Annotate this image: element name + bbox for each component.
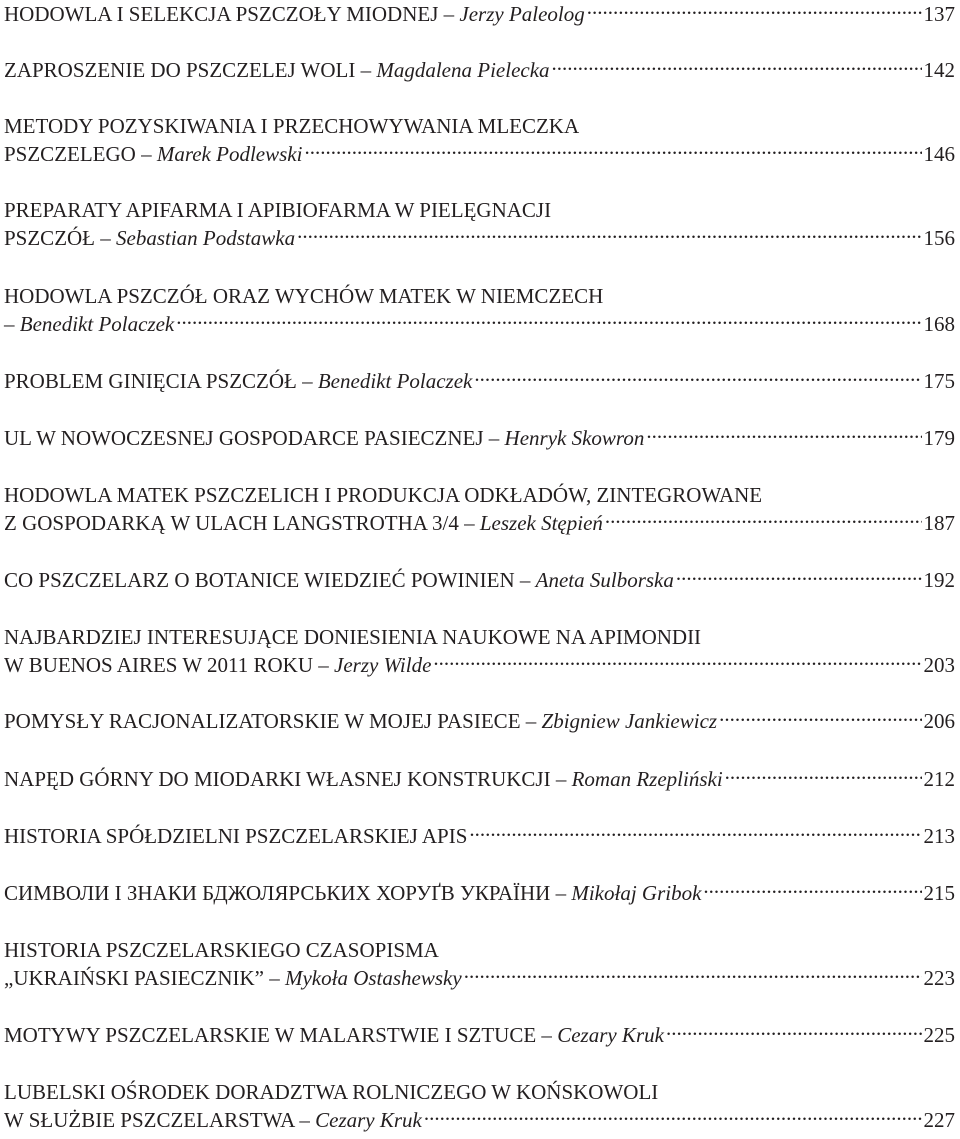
entry-author: Mykoła Ostashewsky [284, 966, 462, 990]
entry-title: POMYSŁY RACJONALIZATORSKIE W MOJEJ PASIECE – [4, 709, 537, 733]
toc-entry [4, 0, 955, 28]
entry-author: Leszek Stępień [479, 511, 603, 535]
entry-title: HODOWLA I SELEKCJA PSZCZOŁY MIODNEJ – [4, 2, 455, 26]
dot-leader [552, 57, 922, 77]
entry-title: ZAPROSZENIE DO PSZCZELEJ WOLI – [4, 58, 372, 82]
entry-title: MOTYWY PSZCZELARSKIE W MALARSTWIE I SZTUCE – [4, 1023, 552, 1047]
entry-author: Henryk Skowron [504, 426, 645, 450]
entry-title: СИМВОЛИ І ЗНАКИ БДЖОЛЯРСЬКИХ ХОРУҐВ УКРАЇНИ – [4, 881, 567, 905]
dot-leader [297, 225, 921, 245]
dot-leader [424, 1107, 922, 1127]
entry-title: CO PSZCZELARZ O BOTANICE WIEDZIEĆ POWINIEN – [4, 568, 531, 592]
dot-leader [725, 766, 922, 786]
toc-entry [4, 623, 955, 679]
entry-author: Aneta Sulborska [535, 568, 674, 592]
dot-leader [676, 567, 922, 587]
toc-entry [4, 282, 955, 338]
dot-leader [176, 311, 921, 331]
entry-author: Benedikt Polaczek [317, 369, 473, 393]
toc-entry [4, 566, 955, 594]
entry-title-continued: PSZCZÓŁ – [4, 226, 111, 250]
toc-entry [4, 879, 955, 907]
dot-leader [646, 425, 921, 445]
toc-entry [4, 765, 955, 793]
entry-page: 187 [923, 511, 955, 535]
entry-author: Cezary Kruk [315, 1108, 422, 1132]
entry-author: Zbigniew Jankiewicz [541, 709, 718, 733]
entry-author: Mikołaj Gribok [571, 881, 702, 905]
entry-page: 175 [923, 369, 955, 393]
entry-page: 203 [923, 653, 955, 677]
entry-page: 168 [923, 312, 955, 336]
toc-entry [4, 56, 955, 84]
dot-leader [469, 823, 921, 843]
toc-entry [4, 424, 955, 452]
dot-leader [703, 880, 921, 900]
entry-page: 223 [923, 966, 955, 990]
toc-entry [4, 367, 955, 395]
entry-title: PREPARATY APIFARMA I APIBIOFARMA W PIELĘGNACJI [4, 198, 552, 222]
toc-entry [4, 936, 955, 992]
entry-page: 179 [923, 426, 955, 450]
toc-entry [4, 1078, 955, 1134]
entry-title: NAJBARDZIEJ INTERESUJĄCE DONIESIENIA NAUKOWE NA APIMONDII [4, 625, 702, 649]
entry-page: 192 [923, 568, 955, 592]
entry-page: 212 [923, 767, 955, 791]
entry-title: METODY POZYSKIWANIA I PRZECHOWYWANIA MLECZKA [4, 114, 580, 138]
toc-entry [4, 822, 955, 850]
entry-title: HODOWLA PSZCZÓŁ ORAZ WYCHÓW MATEK W NIEMCZECH [4, 284, 604, 308]
entry-title-continued: „UKRAIŃSKI PASIECZNIK” – [4, 966, 280, 990]
entry-page: 142 [923, 58, 955, 82]
entry-author: Cezary Kruk [557, 1023, 664, 1047]
entry-page: 213 [923, 824, 955, 848]
entry-page: 206 [923, 709, 955, 733]
entry-title: LUBELSKI OŚRODEK DORADZTWA ROLNICZEGO W KOŃSKOWOLI [4, 1080, 659, 1104]
entry-author: Marek Podlewski [156, 142, 303, 166]
dot-leader [433, 652, 921, 672]
toc-entry [4, 112, 955, 168]
entry-page: 156 [923, 226, 955, 250]
entry-author: Roman Rzepliński [571, 767, 723, 791]
entry-author: Magdalena Pielecka [376, 58, 550, 82]
dot-leader [719, 708, 921, 728]
entry-author: Sebastian Podstawka [116, 226, 296, 250]
entry-title: UL W NOWOCZESNEJ GOSPODARCE PASIECZNEJ – [4, 426, 500, 450]
dot-leader [464, 965, 922, 985]
entry-title: HODOWLA MATEK PSZCZELICH I PRODUKCJA ODKŁADÓW, ZINTEGROWANE [4, 483, 763, 507]
entry-title-continued: – [4, 312, 15, 336]
toc-entry [4, 1021, 955, 1049]
toc-entry [4, 707, 955, 735]
entry-title: HISTORIA PSZCZELARSKIEGO CZASOPISMA [4, 938, 439, 962]
entry-author: Jerzy Paleolog [459, 2, 585, 26]
dot-leader [587, 1, 922, 21]
entry-author: Benedikt Polaczek [19, 312, 175, 336]
entry-title-continued: W SŁUŻBIE PSZCZELARSTWA – [4, 1108, 310, 1132]
entry-title-continued: PSZCZELEGO – [4, 142, 152, 166]
entry-page: 225 [923, 1023, 955, 1047]
entry-title-continued: W BUENOS AIRES W 2011 ROKU – [4, 653, 329, 677]
entry-page: 215 [923, 881, 955, 905]
toc-entry [4, 481, 955, 537]
entry-page: 146 [923, 142, 955, 166]
entry-title-continued: Z GOSPODARKĄ W ULACH LANGSTROTHA 3/4 – [4, 511, 475, 535]
dot-leader [666, 1022, 922, 1042]
dot-leader [474, 368, 921, 388]
entry-title: PROBLEM GINIĘCIA PSZCZÓŁ – [4, 369, 313, 393]
entry-title: HISTORIA SPÓŁDZIELNI PSZCZELARSKIEJ APIS [4, 824, 468, 848]
entry-page: 227 [923, 1108, 955, 1132]
entry-author: Jerzy Wilde [334, 653, 432, 677]
entry-title: NAPĘD GÓRNY DO MIODARKI WŁASNEJ KONSTRUKCJI – [4, 767, 567, 791]
dot-leader [304, 141, 921, 161]
entry-page: 137 [923, 2, 955, 26]
toc-entry [4, 196, 955, 252]
dot-leader [605, 510, 922, 530]
